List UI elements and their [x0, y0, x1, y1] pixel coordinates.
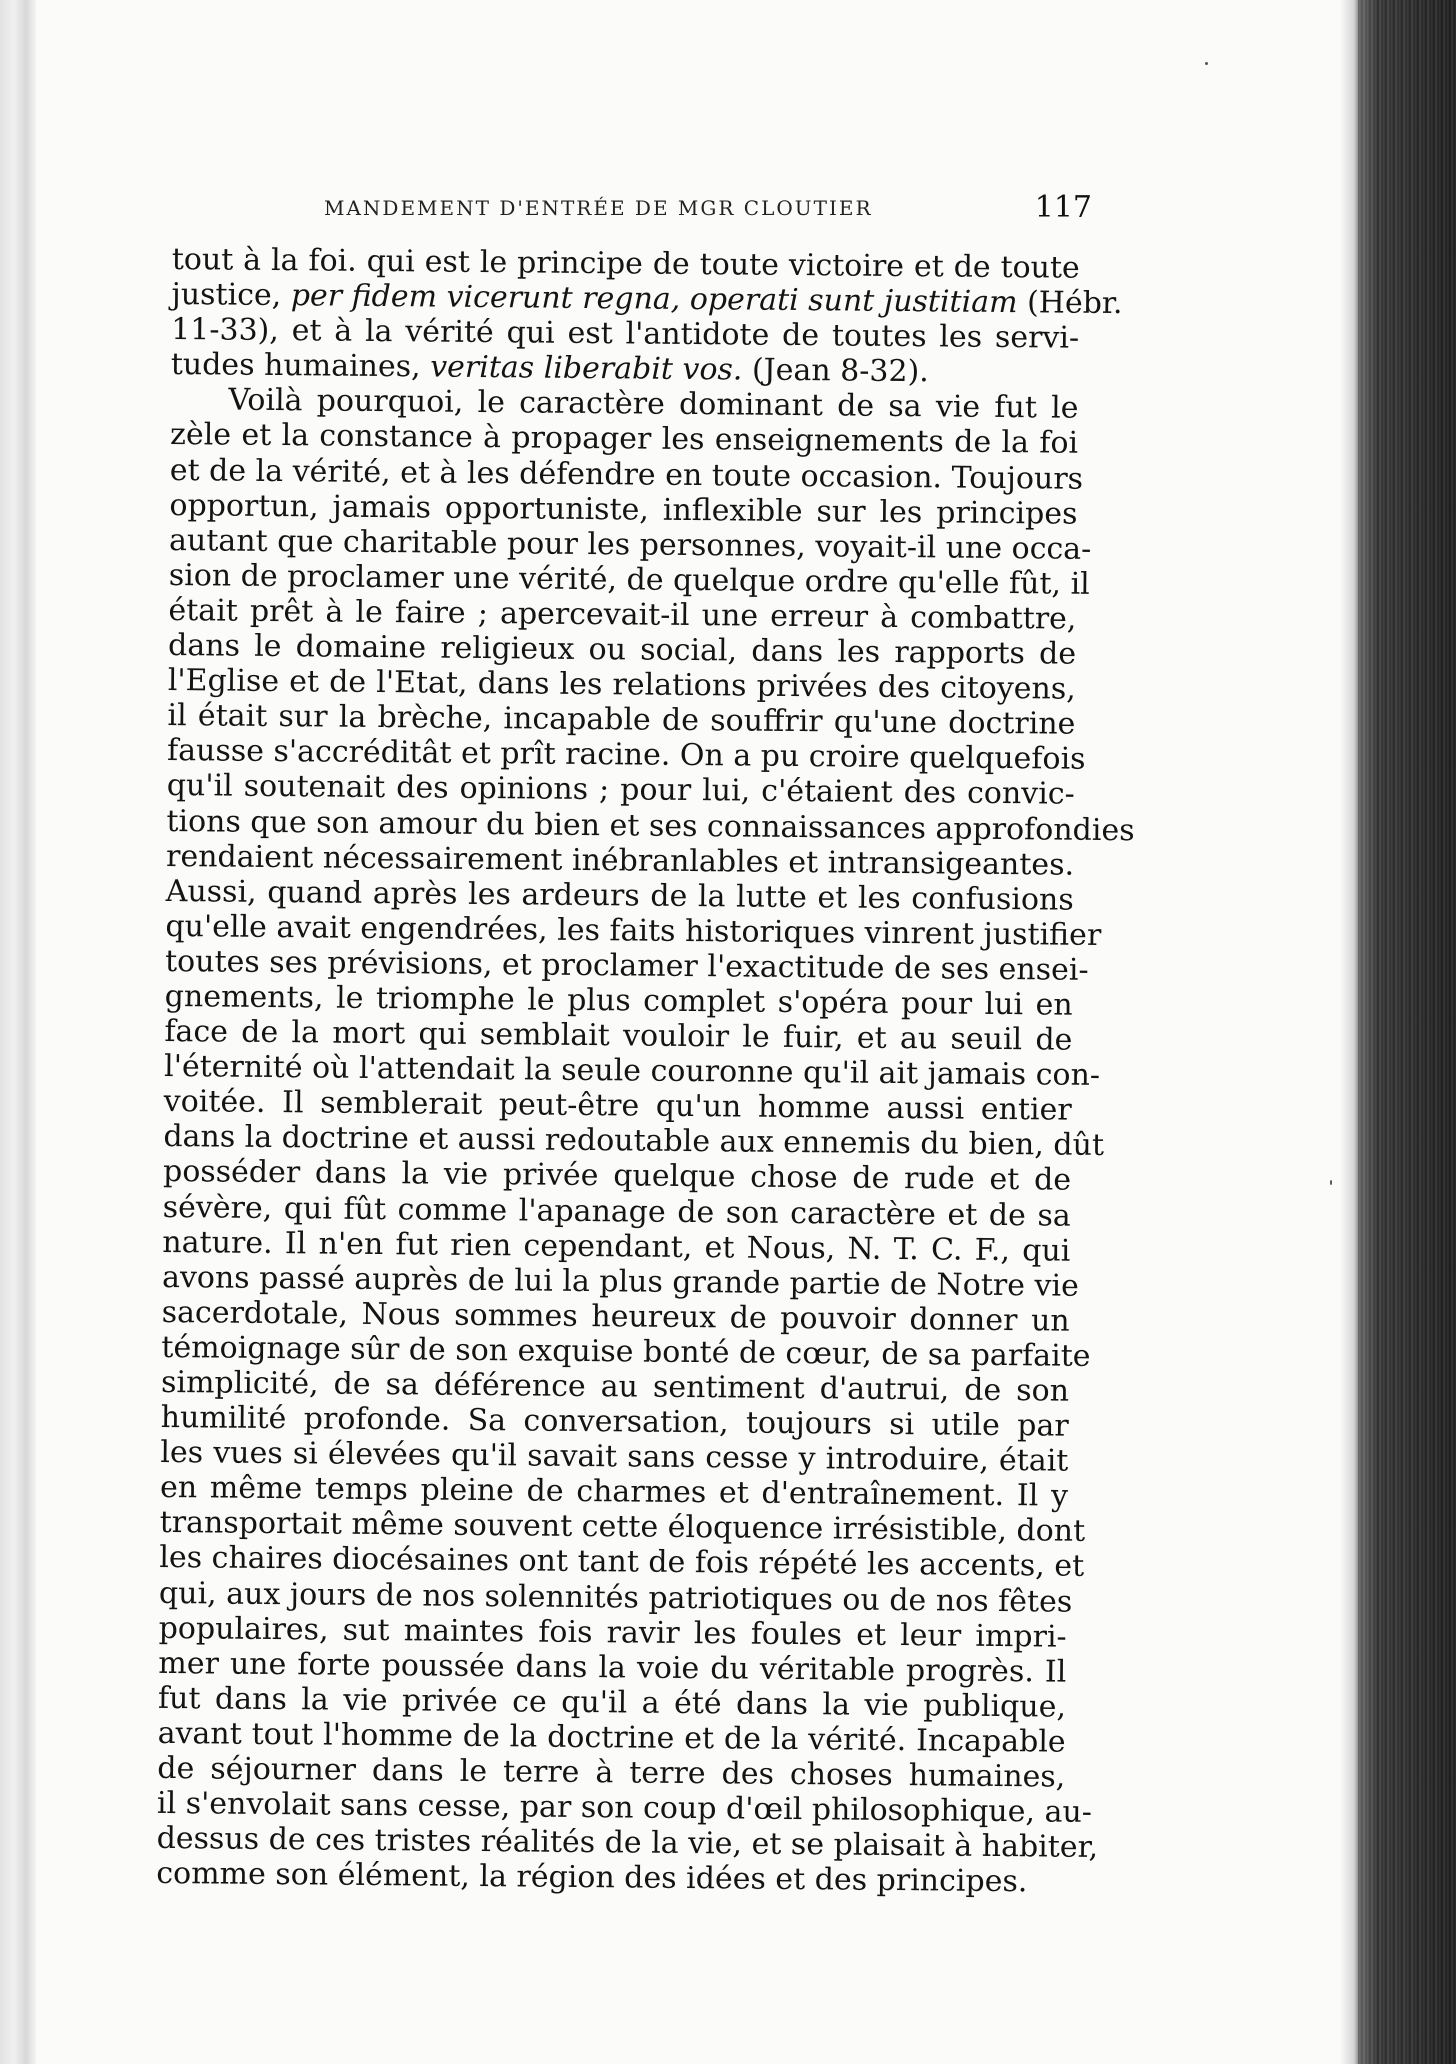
text-segment: (Jean 8-32).: [742, 352, 929, 390]
running-title: MANDEMENT D'ENTRÉE DE MGR CLOUTIER: [324, 196, 873, 220]
left-page-edge: [0, 0, 36, 2064]
text-segment: rendaient nécessairement inébranlables et intransigeantes.: [165, 838, 1075, 883]
text-segment: Aussi, quand après les ardeurs de la lutte et les confusions: [165, 873, 1074, 918]
text-segment: sévère, qui fût comme l'apanage de son caractère et de sa: [162, 1189, 1071, 1234]
text-segment: 11-33), et à la vérité qui est l'antidote de toutes les servi-: [170, 312, 1080, 356]
text-segment: en même temps pleine de charmes et d'entraînement. Il y: [159, 1470, 1069, 1514]
latin-quotation: per fidem vicerunt regna, operati sunt justitiam: [290, 278, 1018, 321]
page-gutter-shadow: [1340, 0, 1360, 2064]
body-text: [156, 242, 1135, 1900]
text-segment: gnements, le triomphe le plus complet s'opéra pour lui en: [164, 978, 1073, 1023]
text-segment: sion de proclamer une vérité, de quelque ordre qu'elle fût, il: [168, 557, 1090, 602]
text-segment: dessus de ces tristes réalités de la vie, et se plaisait à habiter,: [156, 1821, 1099, 1866]
text-segment: face de la mort qui semblait vouloir le fuir, et au seuil de: [164, 1014, 1073, 1058]
text-segment: posséder dans la vie privée quelque chose de rude et de: [162, 1154, 1072, 1199]
text-line: [156, 1856, 1064, 1900]
text-segment: qui, aux jours de nos solennités patriotiques ou de nos fêtes: [158, 1575, 1073, 1620]
paragraph: [156, 382, 1135, 1900]
text-segment: il était sur la brèche, incapable de souffrir qu'une doctrine: [167, 698, 1076, 742]
text-segment: (Hébr.: [1017, 285, 1123, 322]
text-segment: autant que charitable pour les personnes, voyait-il une occa-: [168, 522, 1092, 567]
text-segment: les chaires diocésaines ont tant de fois répété les accents, et: [159, 1540, 1085, 1585]
paper-speck: [1330, 1180, 1332, 1185]
text-segment: Voilà pourquoi, le caractère dominant de sa vie fut le: [228, 382, 1079, 427]
text-segment: humilité profonde. Sa conversation, toujours si utile par: [160, 1400, 1069, 1444]
text-segment: fut dans la vie privée ce qu'il a été dans la vie publique,: [157, 1680, 1067, 1725]
text-segment: l'éternité où l'attendait la seule couronne qu'il ait jamais con-: [163, 1049, 1101, 1094]
text-segment: comme son élément, la région des idées et des principes.: [156, 1856, 1028, 1900]
text-segment: populaires, sut maintes fois ravir les foules et leur impri-: [158, 1610, 1067, 1655]
text-segment: dans la doctrine et aussi redoutable aux ennemis du bien, dût: [163, 1119, 1105, 1164]
text-segment: était prêt à le faire ; apercevait-il une erreur à combattre,: [168, 592, 1077, 637]
text-segment: l'Eglise et de l'Etat, dans les relations privées des citoyens,: [167, 663, 1076, 707]
latin-quotation: veritas liberabit vos.: [430, 349, 743, 388]
text-segment: sacerdotale, Nous sommes heureux de pouvoir donner un: [161, 1294, 1070, 1339]
text-segment: voitée. Il semblerait peut-être qu'un homme aussi entier: [163, 1084, 1072, 1128]
text-segment: toutes ses prévisions, et proclamer l'exactitude de ses ensei-: [164, 943, 1089, 988]
page-header: [172, 190, 1092, 230]
text-segment: témoignage sûr de son exquise bonté de cœur, de sa parfaite: [161, 1329, 1091, 1374]
text-segment: opportun, jamais opportuniste, inflexible sur les principes: [169, 487, 1078, 532]
text-segment: il s'envolait sans cesse, par son coup d'œil philosophique, au-: [156, 1786, 1093, 1831]
text-segment: simplicité, de sa déférence au sentiment d'autrui, de son: [160, 1364, 1070, 1409]
text-segment: mer une forte poussée dans la voie du véritable progrès. Il: [158, 1645, 1067, 1690]
text-segment: avant tout l'homme de la doctrine et de la vérité. Incapable: [157, 1715, 1066, 1760]
book-page-edges-shade: [1358, 0, 1456, 2064]
text-segment: tions que son amour du bien et ses connaissances approfondies: [166, 803, 1135, 848]
text-segment: de séjourner dans le terre à terre des choses humaines,: [157, 1750, 1066, 1795]
text-segment: qu'elle avait engendrées, les faits historiques vinrent justifier: [165, 908, 1102, 953]
text-segment: nature. Il n'en fut rien cependant, et Nous, N. T. C. F., qui: [162, 1224, 1071, 1269]
text-segment: fausse s'accréditât et prît racine. On a pu croire quelquefois: [166, 733, 1086, 778]
text-segment: tudes humaines,: [170, 347, 431, 385]
text-segment: les vues si élevées qu'il savait sans cesse y introduire, était: [160, 1435, 1069, 1479]
text-segment: qu'il soutenait des opinions ; pour lui, c'étaient des convic-: [166, 768, 1075, 813]
text-segment: et de la vérité, et à les défendre en toute occasion. Toujours: [169, 452, 1084, 497]
text-segment: dans le domaine religieux ou social, dans les rapports de: [167, 628, 1077, 672]
text-segment: tout à la foi. qui est le principe de toute victoire et de toute: [171, 242, 1080, 286]
text-segment: avons passé auprès de lui la plus grande partie de Notre vie: [161, 1259, 1079, 1304]
text-segment: zèle et la constance à propager les enseignements de la foi: [169, 417, 1079, 462]
paper-speck: [1205, 62, 1208, 65]
text-segment: justice,: [171, 277, 291, 314]
text-segment: transportait même souvent cette éloquence irrésistible, dont: [159, 1505, 1086, 1550]
paragraph: [170, 242, 1123, 391]
page-number: 117: [1034, 190, 1092, 225]
